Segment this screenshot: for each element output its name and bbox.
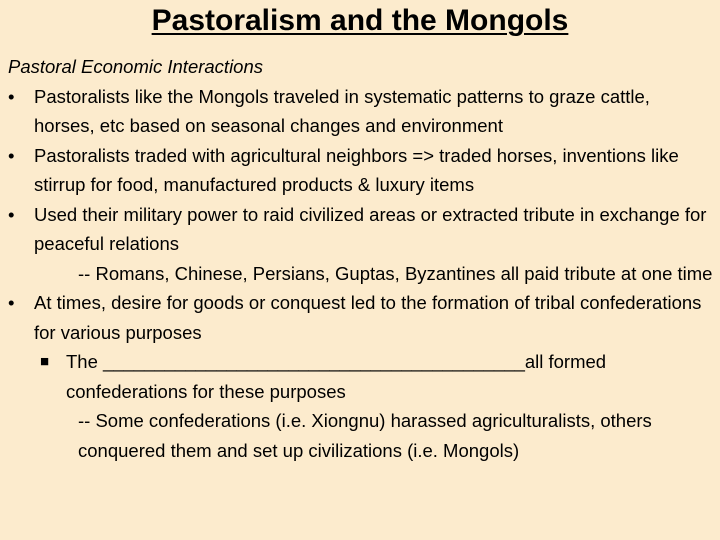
square-bullet-icon: ■ xyxy=(40,353,50,370)
bullet-item-4 xyxy=(8,288,714,347)
bullet-dot-icon: • xyxy=(8,144,15,166)
bullet-item-1 xyxy=(8,82,714,141)
slide-body xyxy=(8,52,714,465)
bullet-item-2 xyxy=(8,141,714,200)
sub-note-confederations xyxy=(8,406,714,465)
bullet-text-1: Pastoralists like the Mongols traveled in systematic patterns to graze cattle, horses, etc based on seasonal changes and environment xyxy=(34,85,650,136)
bullet-text-2: Pastoralists traded with agricultural neighbors => traded horses, inventions like stirrup for food, manufactured products & luxury items xyxy=(34,144,679,195)
sub-note-tribute-text: -- Romans, Chinese, Persians, Guptas, Byzantines all paid tribute at one time xyxy=(78,262,713,284)
sub-note-tribute xyxy=(8,259,714,289)
square-bullet-item xyxy=(8,347,714,406)
square-bullet-text: The _________________________________________all formed confederations for these purposes xyxy=(66,351,607,402)
bullet-dot-icon: • xyxy=(8,85,15,107)
section-subheading: Pastoral Economic Interactions xyxy=(8,56,264,77)
bullet-item-3 xyxy=(8,200,714,259)
bullet-dot-icon: • xyxy=(8,292,15,313)
sub-note-confederations-text: -- Some confederations (i.e. Xiongnu) harassed agriculturalists, others conquered them and set up civilizations (i.e. Mongols) xyxy=(78,410,652,461)
slide-title xyxy=(0,2,720,40)
bullet-text-4: At times, desire for goods or conquest led to the formation of tribal confederations for various purposes xyxy=(34,292,702,343)
slide-title-text: Pastoralism and the Mongols xyxy=(151,4,569,37)
bullet-text-3: Used their military power to raid civilized areas or extracted tribute in exchange for peaceful relations xyxy=(34,203,707,254)
bullet-dot-icon: • xyxy=(8,203,15,225)
